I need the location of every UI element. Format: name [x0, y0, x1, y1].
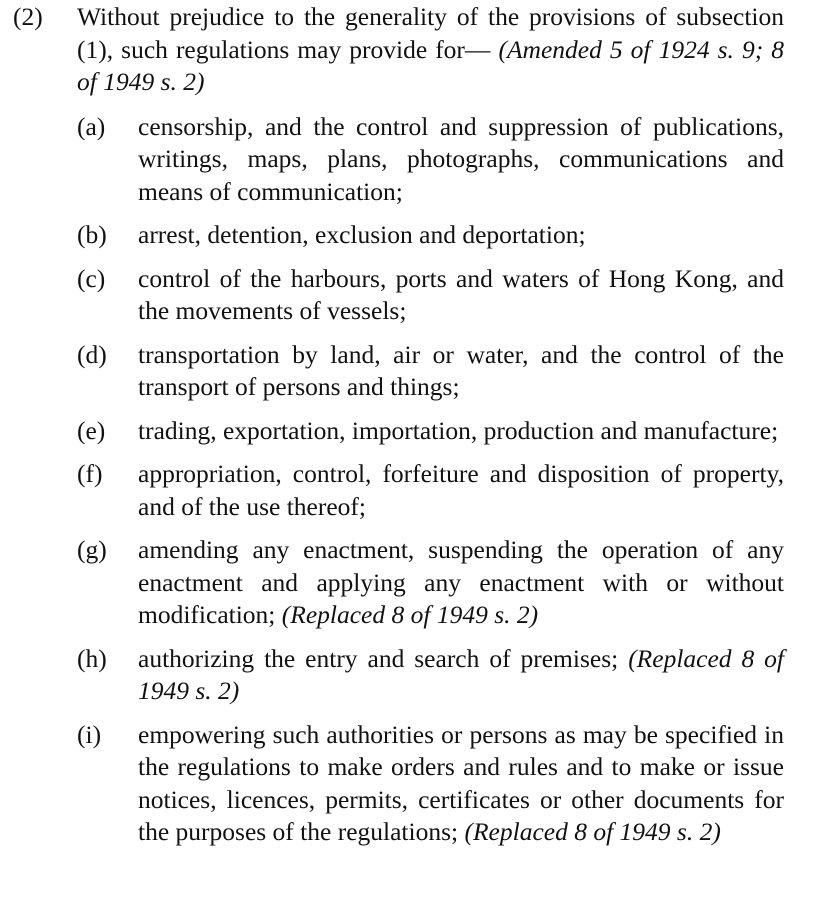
paragraph-label: (f) [77, 459, 103, 488]
paragraph-label: (e) [77, 415, 106, 445]
paragraph-text: appropriation, control, forfeiture and disposition of property, and of the use thereof; [138, 459, 784, 521]
paragraph-e [77, 415, 784, 448]
paragraph-d [77, 339, 784, 404]
paragraph-text: authorizing the entry and search of premises; (Replaced 8 of 1949 s. 2) [138, 643, 785, 705]
paragraph-label: (i) [77, 719, 102, 749]
paragraph-label: (h) [77, 643, 107, 673]
paragraph-amendment: (Replaced 8 of 1949 s. 2) [138, 643, 785, 705]
paragraph-label: (g) [77, 535, 107, 564]
paragraph-text: amending any enactment, suspending the operation of any enactment and applying any enactment with or without modification; (Replaced 8 of 1949 s. 2) [138, 535, 784, 629]
paragraph-a [77, 111, 784, 209]
subsection-text: Without prejudice to the generality of the provisions of subsection (1), such regulations may provide for— [77, 2, 784, 64]
paragraph-h [77, 643, 784, 708]
paragraph-label: (d) [77, 339, 107, 369]
paragraph-text: empowering such authorities or persons as may be specified in the regulations to make orders and rules and to make or issue notices, licences, permits, certificates or other documents for the purposes of the regulations; (Replaced 8 of 1949 s. 2) [138, 719, 784, 846]
paragraph-text: transportation by land, air or water, and the control of the transport of persons and things; [138, 339, 784, 401]
paragraph-c [77, 263, 784, 328]
paragraph-list [0, 111, 828, 849]
paragraph-text: arrest, detention, exclusion and deportation; [138, 220, 586, 249]
paragraph-text: control of the harbours, ports and waters of Hong Kong, and the movements of vessels; [138, 263, 784, 325]
paragraph-g [77, 534, 784, 632]
paragraph-text: censorship, and the control and suppression of publications, writings, maps, plans, photographs, communications and means of communication; [138, 111, 784, 206]
paragraph-b [77, 219, 784, 252]
paragraph-i [77, 719, 784, 849]
subsection-amendment: (Amended 5 of 1924 s. 9; 8 of 1949 s. 2) [77, 34, 784, 96]
paragraph-amendment: (Replaced 8 of 1949 s. 2) [281, 600, 539, 629]
paragraph-f [77, 458, 784, 523]
paragraph-text: trading, exportation, importation, production and manufacture; [138, 415, 779, 445]
paragraph-label: (c) [77, 263, 106, 293]
paragraph-label: (b) [77, 220, 107, 249]
subsection-2 [0, 0, 828, 99]
paragraph-label: (a) [77, 111, 106, 141]
subsection-number: (2) [13, 2, 43, 31]
paragraph-amendment: (Replaced 8 of 1949 s. 2) [464, 817, 721, 846]
